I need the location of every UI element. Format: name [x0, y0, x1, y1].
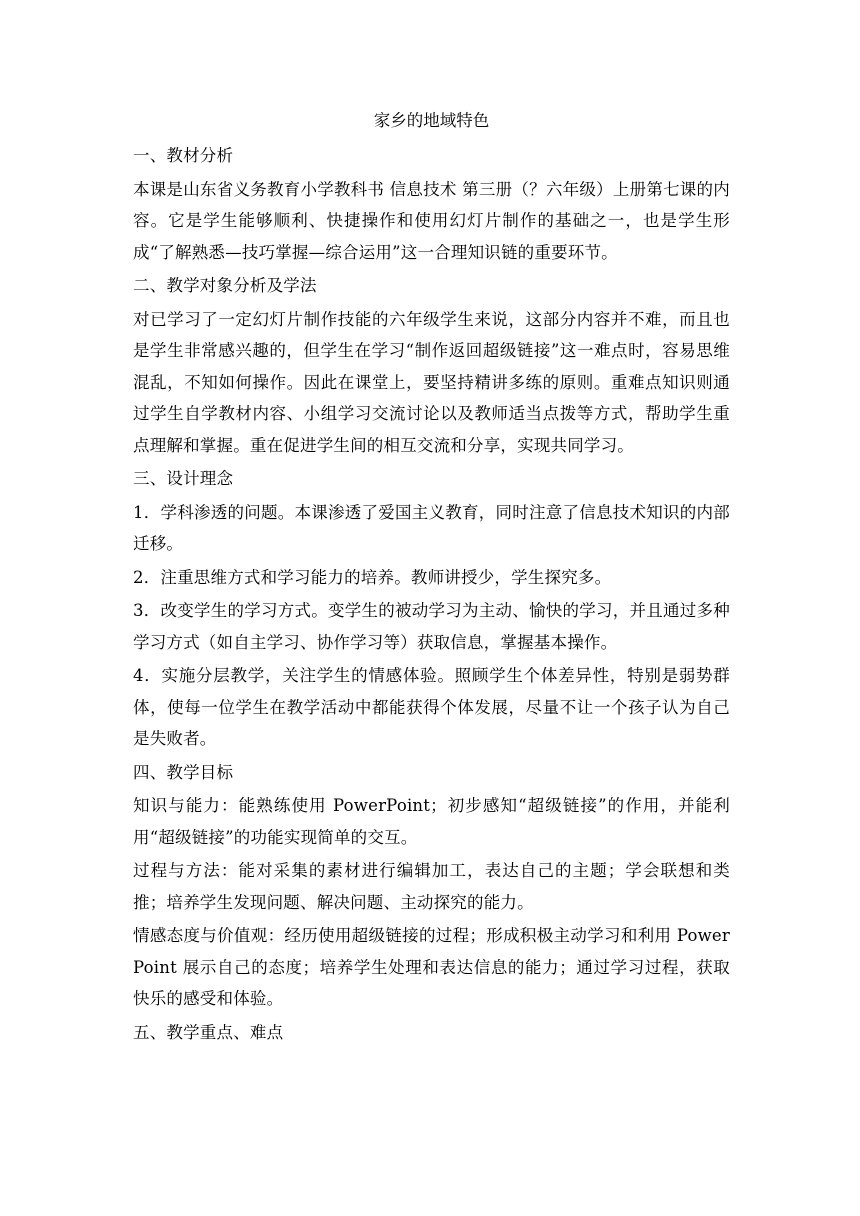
- section-heading: 三、设计理念: [133, 469, 234, 488]
- paragraph: 本课是山东省义务教育小学教科书 信息技术 第三册（？六年级）上册第七课的内容。它是学生能够顺利、快捷操作和使用幻灯片制作的基础之一，也是学生形成“了解熟悉—技巧掌握—综合运用”这一合理知识链的重要环节。: [133, 179, 730, 262]
- document-body: [133, 106, 730, 1050]
- paragraph: 1．学科渗透的问题。本课渗透了爱国主义教育，同时注意了信息技术知识的内部迁移。: [133, 502, 730, 553]
- paragraph: 对已学习了一定幻灯片制作技能的六年级学生来说，这部分内容并不难，而且也是学生非常感兴趣的，但学生在学习“制作返回超级链接”这一难点时，容易思维混乱，不知如何操作。因此在课堂上，要坚持精讲多练的原则。重难点知识则通过学生自学教材内容、小组学习交流讨论以及教师适当点拨等方式，帮助学生重点理解和掌握。重在促进学生间的相互交流和分享，实现共同学习。: [133, 309, 730, 455]
- section-textbook-analysis: [133, 140, 730, 268]
- section-heading: 四、教学目标: [133, 762, 234, 782]
- paragraph: 2．注重思维方式和学习能力的培养。教师讲授少，学生探究多。: [133, 567, 612, 587]
- section-key-points: [133, 1017, 730, 1049]
- paragraph: 3．改变学生的学习方式。变学生的被动学习为主动、愉快的学习，并且通过多种学习方式（如自主学习、协作学习等）获取信息，掌握基本操作。: [133, 601, 730, 652]
- paragraph: 知识与能力：能熟练使用 PowerPoint；初步感知“超级链接”的作用，并能利用“超级链接”的功能实现简单的交互。: [133, 796, 730, 847]
- section-learner-analysis: [133, 270, 730, 461]
- paragraph: 过程与方法：能对采集的素材进行编辑加工，表达自己的主题；学会联想和类推；培养学生发现问题、解决问题、主动探究的能力。: [133, 861, 730, 912]
- paragraph: 情感态度与价值观：经历使用超级链接的过程；形成积极主动学习和利用 PowerPoint 展示自己的态度；培养学生处理和表达信息的能力；通过学习过程，获取快乐的感受和体验。: [133, 926, 730, 1008]
- section-heading: 五、教学重点、难点: [133, 1022, 284, 1042]
- section-teaching-goals: [133, 757, 730, 1015]
- section-heading: 二、教学对象分析及学法: [133, 276, 317, 295]
- document-title: 家乡的地域特色: [373, 111, 490, 130]
- paragraph: 4．实施分层教学，关注学生的情感体验。照顾学生个体差异性，特别是弱势群体，使每一位学生在教学活动中都能获得个体发展，尽量不让一个孩子认为自己是失败者。: [133, 666, 730, 748]
- section-design-concept: [133, 463, 730, 755]
- section-heading: 一、教材分析: [133, 146, 234, 165]
